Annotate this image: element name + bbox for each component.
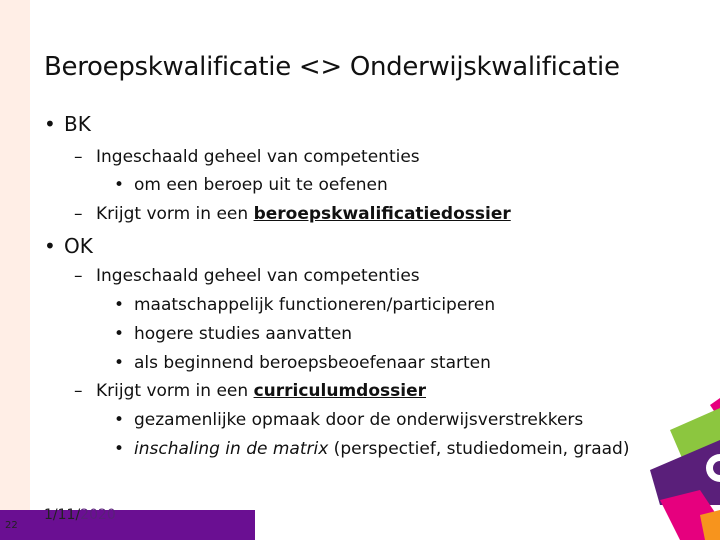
dash-icon: – bbox=[74, 147, 83, 167]
ok-sub2-text: hogere studies aanvatten bbox=[134, 324, 353, 344]
ok-dossier-link[interactable]: curriculumdossier bbox=[253, 381, 426, 401]
bk-line1-text: Ingeschaald geheel van competenties bbox=[96, 147, 420, 167]
dash-icon: – bbox=[74, 204, 83, 224]
bk-line1 bbox=[74, 147, 420, 167]
bullet-icon: • bbox=[114, 295, 125, 315]
ok-sub2 bbox=[114, 324, 352, 344]
slide-number: 22 bbox=[5, 520, 18, 531]
bullet-icon: • bbox=[114, 175, 125, 195]
bk-line2-text: Krijgt vorm in een bbox=[96, 204, 254, 224]
bullet-icon: • bbox=[114, 353, 125, 373]
ok-sub4-text: gezamenlijke opmaak door de onderwijsverstrekkers bbox=[134, 410, 584, 430]
ok-line1-text: Ingeschaald geheel van competenties bbox=[96, 266, 420, 286]
date-part1: 1/11/ bbox=[44, 507, 81, 523]
decorative-logo-shapes bbox=[640, 380, 720, 540]
bk-sub1-text: om een beroep uit te oefenen bbox=[134, 175, 388, 195]
dash-icon: – bbox=[74, 266, 83, 286]
ok-line1 bbox=[74, 266, 420, 286]
slide-title: Beroepskwalificatie <> Onderwijskwalificatie bbox=[44, 52, 620, 82]
ok-sub5-rest: (perspectief, studiedomein, graad) bbox=[328, 439, 630, 459]
bk-heading-text: BK bbox=[64, 112, 91, 136]
ok-sub4 bbox=[114, 410, 583, 430]
bk-line2 bbox=[74, 204, 511, 224]
bk-dossier-link[interactable]: beroepskwalificatiedossier bbox=[253, 204, 511, 224]
ok-heading-text: OK bbox=[64, 234, 93, 258]
slide-date bbox=[44, 507, 116, 523]
ok-sub1 bbox=[114, 295, 495, 315]
bk-sub1 bbox=[114, 175, 388, 195]
ok-sub3-text: als beginnend beroepsbeoefenaar starten bbox=[134, 353, 491, 373]
footer-bar bbox=[0, 510, 255, 540]
ok-sub5 bbox=[114, 439, 629, 459]
ok-line2 bbox=[74, 381, 426, 401]
bullet-icon: • bbox=[114, 410, 125, 430]
bk-heading bbox=[44, 112, 91, 136]
dash-icon: – bbox=[74, 381, 83, 401]
ok-heading bbox=[44, 234, 93, 258]
ok-sub1-text: maatschappelijk functioneren/participeren bbox=[134, 295, 496, 315]
bullet-icon: • bbox=[114, 439, 125, 459]
bullet-icon: • bbox=[44, 234, 56, 258]
date-part2: 2020 bbox=[80, 507, 116, 523]
bullet-icon: • bbox=[114, 324, 125, 344]
ok-sub3 bbox=[114, 353, 491, 373]
ok-sub5-italic: inschaling in de matrix bbox=[134, 439, 329, 459]
ok-line2-text: Krijgt vorm in een bbox=[96, 381, 254, 401]
bullet-icon: • bbox=[44, 112, 56, 136]
